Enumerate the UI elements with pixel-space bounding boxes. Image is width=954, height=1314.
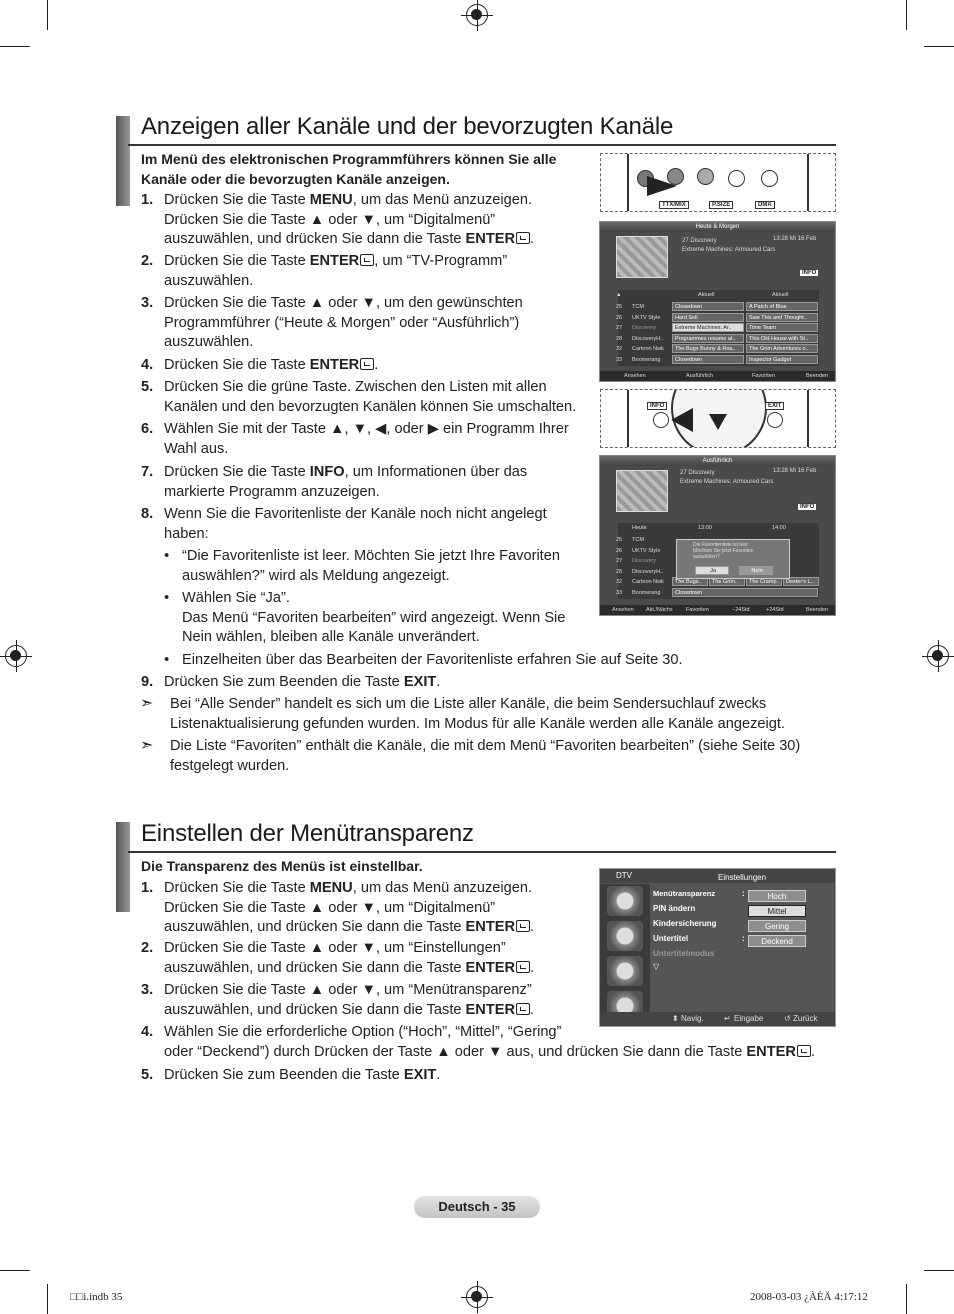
option-deckend[interactable]: Deckend	[748, 935, 806, 947]
channel-number: 25	[616, 304, 623, 310]
enter-icon	[797, 1045, 811, 1057]
crop-mark	[0, 46, 30, 47]
channel-number: 32	[616, 579, 623, 585]
epg-screenshot	[599, 455, 836, 616]
psize-label: P.SIZE	[709, 201, 733, 209]
channel-number: 27	[616, 325, 623, 331]
program-cell[interactable]: Extreme Machines: Ar..	[672, 323, 744, 332]
menu-item-pin[interactable]: PIN ändern	[653, 904, 696, 913]
step-6: Wählen Sie mit der Taste ▲, ▼, ◀, oder ▶ ein Programm Ihrer Wahl aus.	[164, 421, 569, 457]
epg-title: Heute & Morgen	[600, 222, 835, 232]
program-name: Extreme Machines: Armoured Cars	[680, 479, 774, 485]
channel-label: DiscoveryH..	[632, 335, 664, 342]
step-2: Drücken Sie die Taste ENTER , um “TV-Programm” auszuwählen.	[164, 253, 508, 289]
step-number: 5.	[141, 379, 154, 395]
time-label: 13:00	[698, 525, 712, 531]
popup-text: Möchten Sie jetzt Favoriten	[693, 548, 754, 554]
crop-mark	[924, 1270, 954, 1271]
program-cell[interactable]: A Patch of Blue	[746, 302, 818, 311]
remote-edge	[807, 389, 809, 448]
step-number: 5.	[141, 1067, 154, 1083]
section-bar	[116, 822, 130, 912]
ttx-mix-label: TTX/MIX	[659, 201, 689, 209]
scroll-up-icon: ▲	[616, 292, 622, 298]
down-arrow-icon	[709, 414, 727, 430]
registration-mark-icon	[466, 1286, 488, 1308]
note: Die Liste “Favoriten” enthält die Kanäle, die mit dem Menü “Favoriten bearbeiten” (siehe Seite 30) festgelegt wurden.	[170, 738, 801, 774]
menu-item-kindersicherung[interactable]: Kindersicherung	[653, 919, 717, 928]
step-number: 2.	[141, 253, 154, 269]
step-number: 7.	[141, 464, 154, 480]
channel-name: 27 Discovery	[680, 470, 715, 476]
epg-row[interactable]	[618, 334, 819, 344]
section-title: Anzeigen aller Kanäle und der bevorzugten Kanäle	[141, 113, 674, 140]
bullet-mark: •	[164, 548, 170, 564]
enter-icon: ↵	[724, 1014, 731, 1023]
clock: 13:28 Mi 16 Feb	[773, 468, 817, 474]
info-badge: INFO	[800, 504, 815, 510]
clock: 13:28 Mi 16 Feb	[773, 236, 817, 242]
menu-item-menuetransparenz[interactable]: Menütransparenz	[653, 889, 716, 898]
remote-edge	[627, 389, 629, 448]
step-7: Drücken Sie die Taste INFO, um Informationen über das markierte Programm anzuzeigen.	[164, 464, 528, 500]
section-title: Einstellen der Menütransparenz	[141, 820, 474, 847]
step-4: Wählen Sie die erforderliche Option (“Hoch”, “Mittel”, “Gering” oder “Deckend”) durch Drücken der Taste ▲ oder ▼ aus, und drücken Sie dann die Taste ENTER .	[164, 1024, 815, 1060]
program-cell[interactable]: The Grim Adventures o..	[746, 344, 818, 353]
intro-text: Die Transparenz des Menüs ist einstellbar.	[141, 858, 423, 874]
remote-edge	[807, 153, 809, 212]
option-hoch[interactable]: Hoch	[748, 890, 806, 902]
step-number: 4.	[141, 1024, 154, 1040]
channel-number: 26	[616, 547, 623, 554]
footer-plus24: +24Std	[766, 607, 784, 613]
program-cell[interactable]: The Bugs Bunny & Roa..	[672, 344, 744, 353]
epg-row[interactable]	[618, 323, 819, 333]
footer-minus24: −24Std	[732, 607, 750, 613]
settings-screenshot	[599, 868, 836, 1027]
intro-text: Im Menü des elektronischen Programmführers können Sie alle Kanäle oder die bevorzugten Kanäle anzeigen.	[141, 151, 557, 187]
picture-menu-icon[interactable]	[607, 886, 643, 916]
bullet-item: Einzelheiten über das Bearbeiten der Favoritenliste erfahren Sie auf Seite 30.	[182, 652, 683, 668]
option-gering[interactable]: Gering	[748, 920, 806, 932]
step-number: 6.	[141, 421, 154, 437]
day-label: Heute	[632, 525, 647, 531]
program-cell[interactable]: Dexter's L..	[783, 577, 819, 586]
remote-edge	[627, 153, 629, 212]
channel-number: 28	[616, 335, 623, 342]
registration-mark-icon	[927, 645, 949, 667]
program-cell[interactable]: The Bugs..	[672, 577, 708, 586]
tv-thumbnail	[616, 470, 668, 512]
channel-label: TCM	[632, 304, 644, 310]
program-cell[interactable]: Saw This and Thought..	[746, 313, 818, 322]
header-row	[618, 523, 819, 533]
epg-footer	[600, 371, 835, 381]
exit-button	[767, 412, 783, 428]
channel-number: 27	[616, 558, 623, 564]
step-number: 2.	[141, 940, 154, 956]
step-number: 3.	[141, 982, 154, 998]
step-1: Drücken Sie die Taste MENU, um das Menü anzuzeigen. Drücken Sie die Taste ▲ oder ▼, um “Digitalmenü” auszuwählen, und drücken Sie dann die Taste ENTER .	[164, 192, 535, 247]
program-name: Extreme Machines: Armoured Cars	[682, 247, 776, 253]
return-icon: ↺	[784, 1014, 791, 1023]
col-header: Aktuell	[772, 292, 789, 298]
step-number: 1.	[141, 192, 154, 208]
option-mittel[interactable]: Mittel	[748, 905, 806, 917]
bullet-mark: •	[164, 590, 170, 606]
channel-label: UKTV Style	[632, 547, 661, 554]
channel-number: 32	[616, 346, 623, 352]
footer-zurueck: Zurück	[793, 1014, 818, 1023]
bullet-item: Wählen Sie “Ja”. Das Menü “Favoriten bearbeiten” wird angezeigt. Wenn Sie Nein wählen, bleiben alle Kanäle unverändert.	[182, 590, 566, 645]
step-8: Wenn Sie die Favoritenliste der Kanäle noch nicht angelegt haben:	[164, 506, 547, 542]
step-5: Drücken Sie die grüne Taste. Zwischen den Listen mit allen Kanälen und den bevorzugten Kanälen können Sie umschalten.	[164, 379, 577, 415]
enter-icon	[516, 1003, 530, 1015]
no-button[interactable]: Nein	[739, 566, 773, 575]
enter-icon	[516, 232, 530, 244]
channel-label: Discovery	[632, 558, 657, 564]
section-rule	[128, 144, 836, 146]
pointer-hand-icon	[647, 176, 677, 196]
footer-favoriten: Favoriten	[752, 373, 775, 379]
note-arrow-icon: ➣	[140, 695, 154, 712]
channel-number: 28	[616, 568, 623, 575]
settings-title: Einstellungen	[718, 873, 767, 882]
program-cell[interactable]: Closedown	[672, 355, 744, 364]
epg-grid	[618, 523, 819, 599]
epg-row[interactable]	[618, 302, 819, 312]
note: Bei “Alle Sender” handelt es sich um die Liste aller Kanäle, die beim Sendersuchlauf zwecks Listenaktualisierung gefunden wurden. Im Modus für alle Kanäle werden alle Kanäle angezeigt.	[170, 696, 785, 732]
step-number: 8.	[141, 506, 154, 522]
channel-label: Cartoon Nwk	[632, 579, 664, 585]
yes-button[interactable]: Ja	[695, 566, 729, 575]
program-cell[interactable]: Programmes resume at..	[672, 334, 744, 343]
footer-eingabe: Eingabe	[734, 1014, 764, 1023]
scroll-down-icon: ▽	[653, 962, 660, 971]
channel-name: 27 Discovery	[682, 238, 717, 244]
program-cell[interactable]: This Old House with St..	[746, 334, 818, 343]
popup-text: auswählen?	[693, 554, 720, 560]
channel-number: 33	[616, 356, 623, 363]
step-3: Drücken Sie die Taste ▲ oder ▼, um den gewünschten Programmführer (“Heute & Morgen” oder “Ausführlich”) auszuwählen.	[164, 295, 523, 350]
footer-ansehen: Ansehen	[612, 607, 634, 613]
header-row	[618, 290, 819, 300]
crop-mark	[47, 0, 48, 30]
sound-menu-icon[interactable]	[607, 921, 643, 951]
step-3: Drücken Sie die Taste ▲ oder ▼, um “Menütransparenz” auszuwählen, und drücken Sie dann die Taste ENTER .	[164, 982, 535, 1018]
epg-screenshot	[599, 221, 836, 382]
menu-item-untertitel[interactable]: Untertitel	[653, 934, 689, 943]
dma-label: DMA	[755, 201, 775, 209]
crop-mark	[47, 1284, 48, 1314]
remote-illustration	[600, 389, 836, 448]
step-5: Drücken Sie zum Beenden die Taste EXIT.	[164, 1067, 441, 1083]
enter-icon	[516, 961, 530, 973]
step-number: 4.	[141, 357, 154, 373]
channel-label: Discovery	[632, 325, 657, 331]
channel-number: 26	[616, 314, 623, 321]
program-cell[interactable]: Time Team	[746, 323, 818, 332]
section-rule	[128, 851, 836, 853]
step-1: Drücken Sie die Taste MENU, um das Menü anzuzeigen. Drücken Sie die Taste ▲ oder ▼, um “Digitalmenü” auszuwählen, und drücken Sie dann die Taste ENTER .	[164, 880, 535, 935]
nav-icon: ⬍	[672, 1014, 679, 1023]
footer-favoriten: Favoriten	[686, 607, 709, 613]
crop-mark	[924, 46, 954, 47]
crop-mark	[0, 1270, 30, 1271]
footer-beenden: Beenden	[806, 373, 829, 379]
epg-title: Ausführlich	[600, 456, 835, 466]
epg-row[interactable]	[618, 588, 819, 598]
footer-navig: Navig.	[681, 1014, 704, 1023]
popup-dialog	[676, 539, 790, 579]
channel-label: Cartoon Nwk	[632, 346, 664, 352]
program-cell[interactable]: The Cramp..	[746, 577, 782, 586]
crop-mark	[906, 1284, 907, 1314]
remote-illustration	[600, 153, 836, 212]
step-number: 9.	[141, 674, 154, 690]
bullet-mark: •	[164, 652, 170, 668]
blue-button	[728, 170, 745, 187]
col-header: Aktuell	[698, 292, 715, 298]
step-number: 1.	[141, 880, 154, 896]
channel-number: 25	[616, 537, 623, 543]
footer-beenden: Beenden	[806, 607, 829, 613]
note-arrow-icon: ➣	[140, 737, 154, 754]
enter-icon	[516, 920, 530, 932]
info-button	[653, 412, 669, 428]
print-slug-right: 2008-03-03 ¿ÀÈÄ 4:17:12	[750, 1291, 868, 1303]
exit-label: EXIT	[765, 402, 784, 410]
epg-row[interactable]	[618, 344, 819, 354]
program-cell[interactable]: Closedown	[672, 588, 818, 597]
step-9: Drücken Sie zum Beenden die Taste EXIT.	[164, 674, 441, 690]
time-label: 14:00	[772, 525, 786, 531]
registration-mark-icon	[5, 645, 27, 667]
tv-thumbnail	[616, 236, 668, 278]
enter-icon	[360, 358, 374, 370]
registration-mark-icon	[466, 4, 488, 26]
footer-akt: Akt./Nächs	[646, 607, 673, 613]
left-arrow-icon	[671, 408, 693, 432]
footer-ansehen: Ansehen	[624, 373, 646, 379]
remote-button	[761, 170, 778, 187]
enter-icon	[360, 254, 374, 266]
program-cell[interactable]: Hard Sell	[672, 313, 744, 322]
popup-text: Die Favoritenliste ist leer.	[693, 542, 749, 548]
channel-label: TCM	[632, 537, 644, 543]
epg-row[interactable]	[618, 313, 819, 323]
yellow-button	[697, 168, 714, 185]
print-slug-left: □□i.indb 35	[70, 1291, 123, 1303]
menu-item-untertitelmodus[interactable]: Untertitelmodus	[653, 949, 715, 958]
channel-label: Boomerang	[632, 589, 661, 596]
channel-label: UKTV Style	[632, 314, 661, 321]
info-badge: INFO	[802, 270, 817, 276]
step-4: Drücken Sie die Taste ENTER .	[164, 357, 379, 373]
epg-footer	[600, 605, 835, 615]
channel-label: DiscoveryH..	[632, 568, 664, 575]
settings-footer	[600, 1012, 835, 1026]
page-number: Deutsch - 35	[414, 1196, 540, 1218]
epg-row[interactable]	[618, 355, 819, 365]
settings-sidebar	[600, 884, 650, 1012]
info-label: INFO	[647, 402, 667, 410]
dtv-label: DTV	[616, 871, 632, 880]
setup-menu-icon[interactable]	[607, 956, 643, 986]
footer-ausfuehrlich: Ausführlich	[686, 373, 714, 379]
step-2: Drücken Sie die Taste ▲ oder ▼, um “Einstellungen” auszuwählen, und drücken Sie dann die Taste ENTER .	[164, 940, 535, 976]
crop-mark	[906, 0, 907, 30]
step-number: 3.	[141, 295, 154, 311]
channel-label: Boomerang	[632, 356, 661, 363]
program-cell[interactable]: Closedown	[672, 302, 744, 311]
program-cell[interactable]: Inspector Gadget	[746, 355, 818, 364]
epg-grid	[618, 290, 819, 366]
settings-header	[600, 869, 835, 883]
colon: :	[742, 934, 745, 943]
bullet-item: “Die Favoritenliste ist leer. Möchten Sie jetzt Ihre Favoriten auswählen?” wird als Meldung angezeigt.	[182, 548, 560, 584]
channel-number: 33	[616, 589, 623, 596]
section-bar	[116, 116, 130, 206]
colon: :	[742, 889, 745, 898]
program-cell[interactable]: The Grim..	[709, 577, 745, 586]
